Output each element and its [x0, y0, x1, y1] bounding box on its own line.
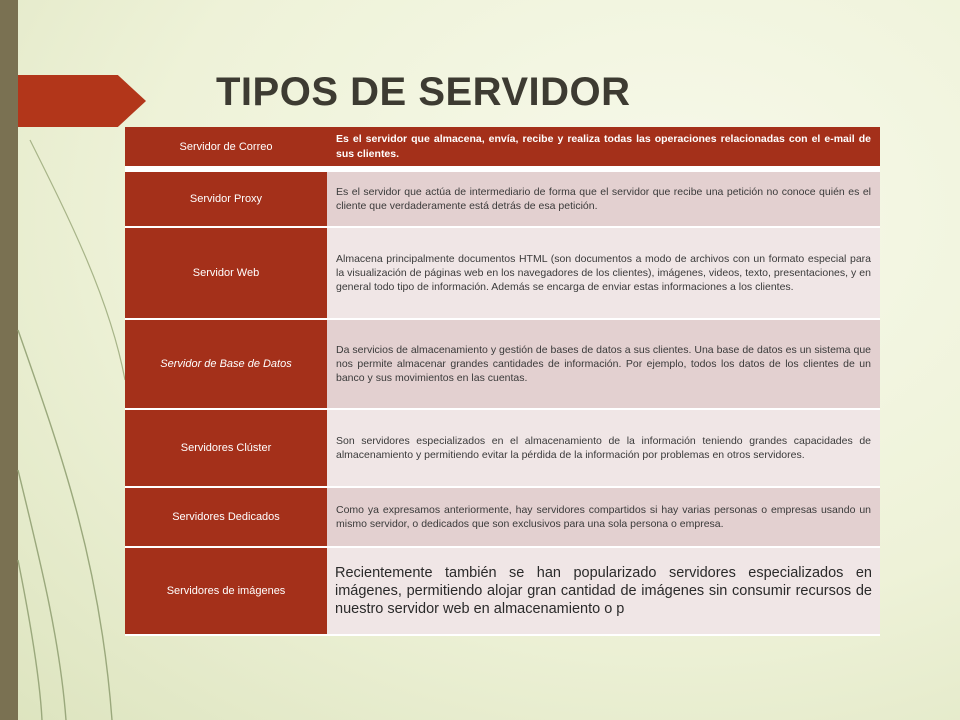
server-description-cell: Da servicios de almacenamiento y gestión de bases de datos a sus clientes. Una base de datos es un sistema que nos permite almacenar grandes cantidades de información. Por ejemplo, todos los datos de los clientes de un banco y sus movimientos en las cuentas. — [327, 319, 880, 409]
table-row — [125, 547, 880, 635]
server-description-cell: Son servidores especializados en el almacenamiento de la información teniendo grandes capacidades de almacenamiento y permitiendo evitar la pérdida de la información por problemas en otros servidores. — [327, 409, 880, 487]
left-accent-bar — [0, 0, 18, 720]
table-row — [125, 319, 880, 409]
server-name-cell: Servidor Web — [125, 227, 327, 319]
server-name-cell: Servidor de Correo — [125, 127, 327, 169]
server-types-table — [125, 127, 880, 636]
table-row — [125, 169, 880, 227]
server-description-cell: Como ya expresamos anteriormente, hay servidores compartidos si hay varias personas o empresas usando un mismo servidor, o dedicados que son exclusivos para una sola persona o empresa. — [327, 487, 880, 547]
server-name-cell: Servidores Dedicados — [125, 487, 327, 547]
server-description-cell: Recientemente también se han popularizado servidores especializados en imágenes, permitiendo alojar gran cantidad de imágenes sin consumir recursos de nuestro servidor web en almacenamiento o p — [327, 547, 880, 635]
server-name-cell: Servidores de imágenes — [125, 547, 327, 635]
server-name-cell: Servidor de Base de Datos — [125, 319, 327, 409]
server-description-cell: Almacena principalmente documentos HTML (son documentos a modo de archivos con un formato especial para la visualización de páginas web en los navegadores de los clientes), imágenes, videos, texto, presentaciones, y en general todo tipo de información. Además se encarga de enviar estas informaciones a los clientes. — [327, 227, 880, 319]
title-arrow-shape — [18, 75, 146, 127]
server-description-cell: Es el servidor que almacena, envía, recibe y realiza todas las operaciones relacionadas con el e-mail de sus clientes. — [327, 127, 880, 169]
server-description-cell: Es el servidor que actúa de intermediario de forma que el servidor que recibe una petición no conoce quién es el cliente que verdaderamente está detrás de esa petición. — [327, 169, 880, 227]
server-name-cell: Servidores Clúster — [125, 409, 327, 487]
table-row — [125, 227, 880, 319]
table-row — [125, 409, 880, 487]
table-row — [125, 487, 880, 547]
server-name-cell: Servidor Proxy — [125, 169, 327, 227]
table-row — [125, 127, 880, 169]
slide-title: TIPOS DE SERVIDOR — [216, 70, 631, 114]
